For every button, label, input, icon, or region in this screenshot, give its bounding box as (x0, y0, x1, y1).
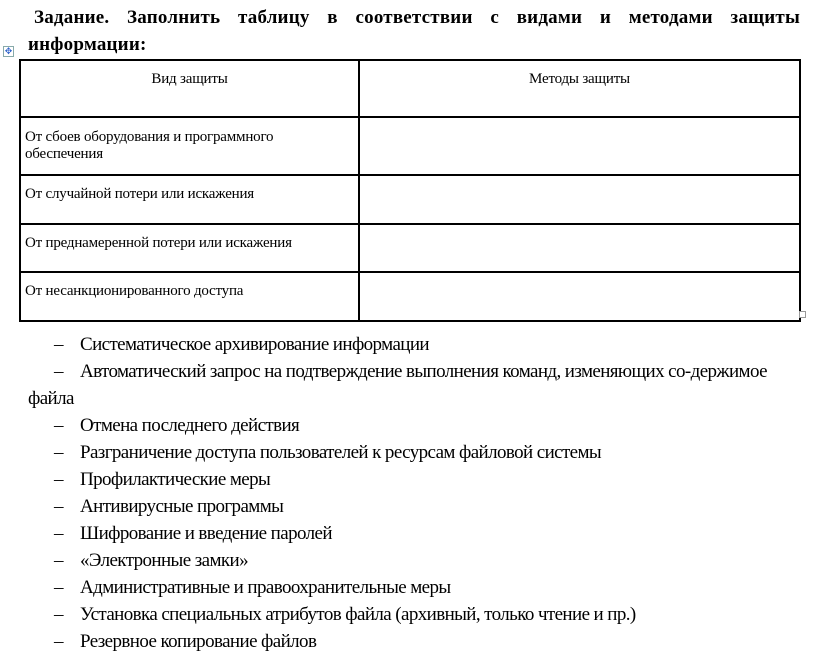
list-item-text: Автоматический запрос на подтверждение выполнения команд, изменяющих со-держимое файла (28, 361, 767, 409)
list-item (28, 412, 798, 439)
type-cell[interactable]: От сбоев оборудования и программного обеспечения (20, 117, 359, 175)
list-item (28, 574, 798, 601)
list-item-text: Шифрование и введение паролей (80, 523, 332, 544)
table-move-handle-icon[interactable]: ✥ (4, 46, 13, 56)
method-cell[interactable] (359, 272, 800, 321)
list-item (28, 628, 798, 655)
dash-bullet: – (54, 523, 63, 544)
table-resize-handle[interactable] (799, 311, 806, 318)
method-cell[interactable] (359, 117, 800, 175)
list-item-text: Систематическое архивирование информации (80, 334, 429, 355)
list-item (28, 493, 798, 520)
table-row (20, 272, 800, 321)
list-item (28, 466, 798, 493)
list-item (28, 520, 798, 547)
list-item (28, 439, 798, 466)
list-item-text: Разграничение доступа пользователей к ресурсам файловой системы (80, 442, 602, 463)
type-cell[interactable]: От случайной потери или искажения (20, 175, 359, 224)
dash-bullet: – (54, 550, 63, 571)
dash-bullet: – (54, 631, 63, 652)
dash-bullet: – (54, 334, 63, 355)
dash-bullet: – (54, 604, 63, 625)
dash-bullet: – (54, 469, 63, 490)
table-row (20, 224, 800, 272)
method-cell[interactable] (359, 224, 800, 272)
list-item-text: Профилактические меры (80, 469, 271, 490)
dash-bullet: – (54, 577, 63, 598)
dash-bullet: – (54, 496, 63, 517)
list-item (28, 358, 798, 412)
list-item-text: Резервное копирование файлов (80, 631, 317, 652)
table-row (20, 117, 800, 175)
list-item (28, 601, 798, 628)
dash-bullet: – (54, 415, 63, 436)
dash-bullet: – (54, 442, 63, 463)
table-header-row (20, 60, 800, 117)
list-item-text: Антивирусные программы (80, 496, 284, 517)
protection-table (19, 59, 801, 322)
list-item (28, 331, 798, 358)
list-item-text: Административные и правоохранительные меры (80, 577, 451, 598)
type-cell[interactable]: От преднамеренной потери или искажения (20, 224, 359, 272)
header-cell[interactable]: Вид защиты (20, 60, 359, 117)
list-item-text: Отмена последнего действия (80, 415, 300, 436)
list-item-text: «Электронные замки» (80, 550, 248, 571)
list-item-text: Установка специальных атрибутов файла (архивный, только чтение и пр.) (80, 604, 636, 625)
methods-list (28, 331, 798, 655)
list-item (28, 547, 798, 574)
task-title: Задание. Заполнить таблицу в соответствии с видами и методами защиты информации: (28, 7, 800, 55)
type-cell[interactable]: От несанкционированного доступа (20, 272, 359, 321)
table-row (20, 175, 800, 224)
dash-bullet: – (54, 361, 63, 382)
header-cell[interactable]: Методы защиты (359, 60, 800, 117)
method-cell[interactable] (359, 175, 800, 224)
